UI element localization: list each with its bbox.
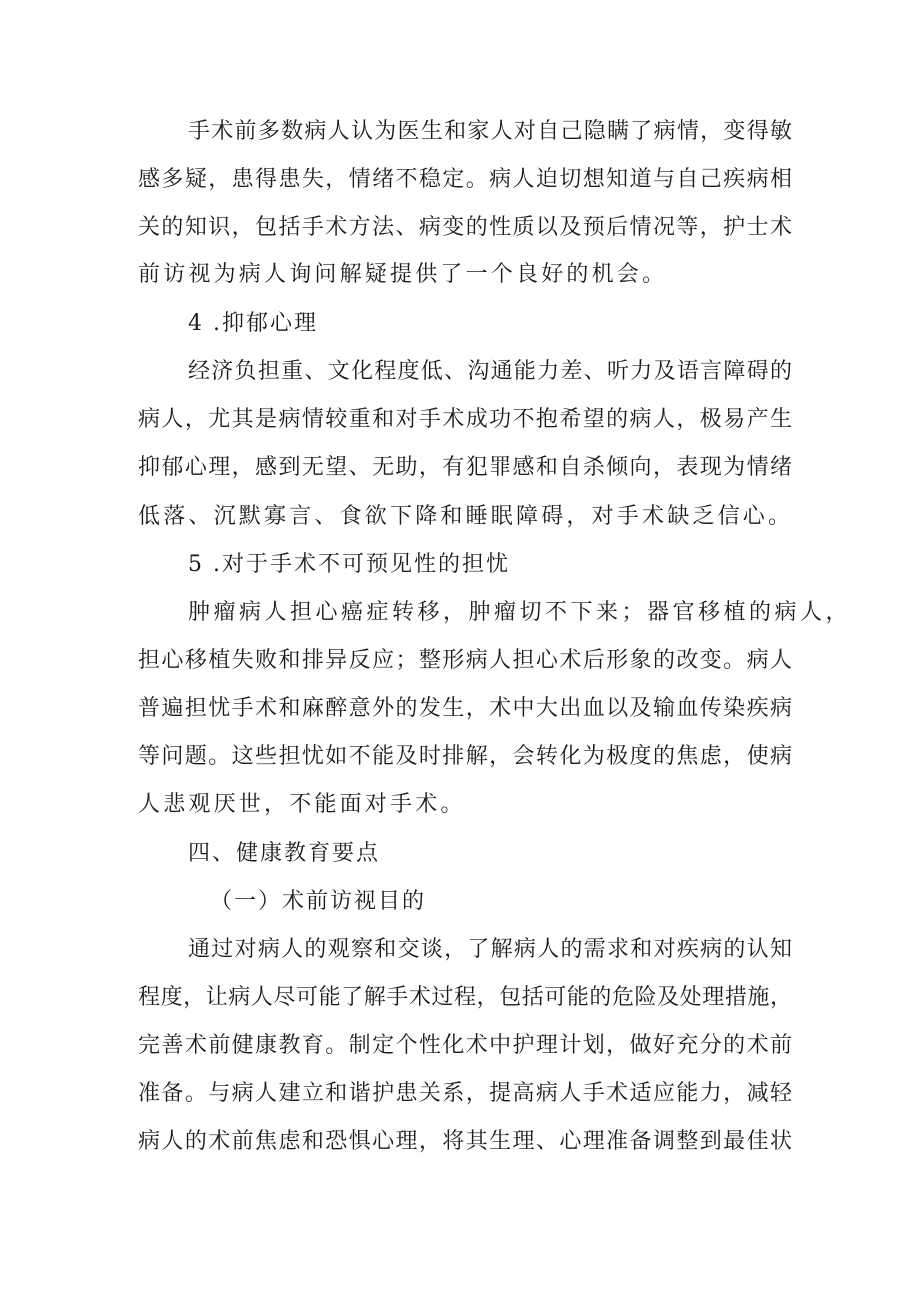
paragraph-line: 程度，让病人尽可能了解手术过程，包括可能的危险及处理措施，	[138, 985, 792, 1010]
paragraph-line: 低落、沉默寡言、食欲下降和睡眠障碍，对手术缺乏信心。	[138, 504, 794, 529]
paragraph-line: 抑郁心理，感到无望、无助，有犯罪感和自杀倾向，表现为情绪	[138, 455, 792, 480]
paragraph-line: 普遍担忧手术和麻醉意外的发生，术中大出血以及输血传染疾病	[138, 696, 792, 721]
paragraph-line: 担心移植失败和排异反应；整形病人担心术后形象的改变。病人	[138, 648, 792, 673]
paragraph-line: 手术前多数病人认为医生和家人对自己隐瞒了病情，变得敏	[188, 119, 792, 144]
section-heading: 5 .对于手术不可预见性的担忧	[188, 552, 510, 577]
paragraph-line: 关的知识，包括手术方法、病变的性质以及预后情况等，护士术	[138, 215, 792, 240]
paragraph-line: 通过对病人的观察和交谈，了解病人的需求和对疾病的认知	[188, 937, 792, 962]
paragraph-line: 肿瘤病人担心癌症转移，肿瘤切不下来；器官移植的病人，	[188, 600, 852, 625]
paragraph-line: 完善术前健康教育。制定个性化术中护理计划，做好充分的术前	[138, 1033, 792, 1058]
paragraph-line: 准备。与病人建立和谐护患关系，提高病人手术适应能力，减轻	[138, 1081, 792, 1106]
paragraph-line: 经济负担重、文化程度低、沟通能力差、听力及语言障碍的	[188, 359, 792, 384]
paragraph-line: 人悲观厌世，不能面对手术。	[138, 792, 466, 817]
paragraph-line: 病人的术前焦虑和恐惧心理，将其生理、心理准备调整到最佳状	[138, 1129, 792, 1154]
section-heading: 4 .抑郁心理	[188, 311, 318, 336]
section-heading: 四、健康教育要点	[188, 841, 381, 866]
paragraph-line: 病人，尤其是病情较重和对手术成功不抱希望的病人，极易产生	[138, 407, 792, 432]
paragraph-line: 感多疑，患得患失，情绪不稳定。病人迫切想知道与自己疾病相	[138, 167, 792, 192]
paragraph-line: 等问题。这些担忧如不能及时排解，会转化为极度的焦虑，使病	[138, 744, 792, 769]
subsection-heading: （一）术前访视目的	[210, 889, 427, 914]
paragraph-line: 前访视为病人询问解疑提供了一个良好的机会。	[138, 262, 668, 287]
